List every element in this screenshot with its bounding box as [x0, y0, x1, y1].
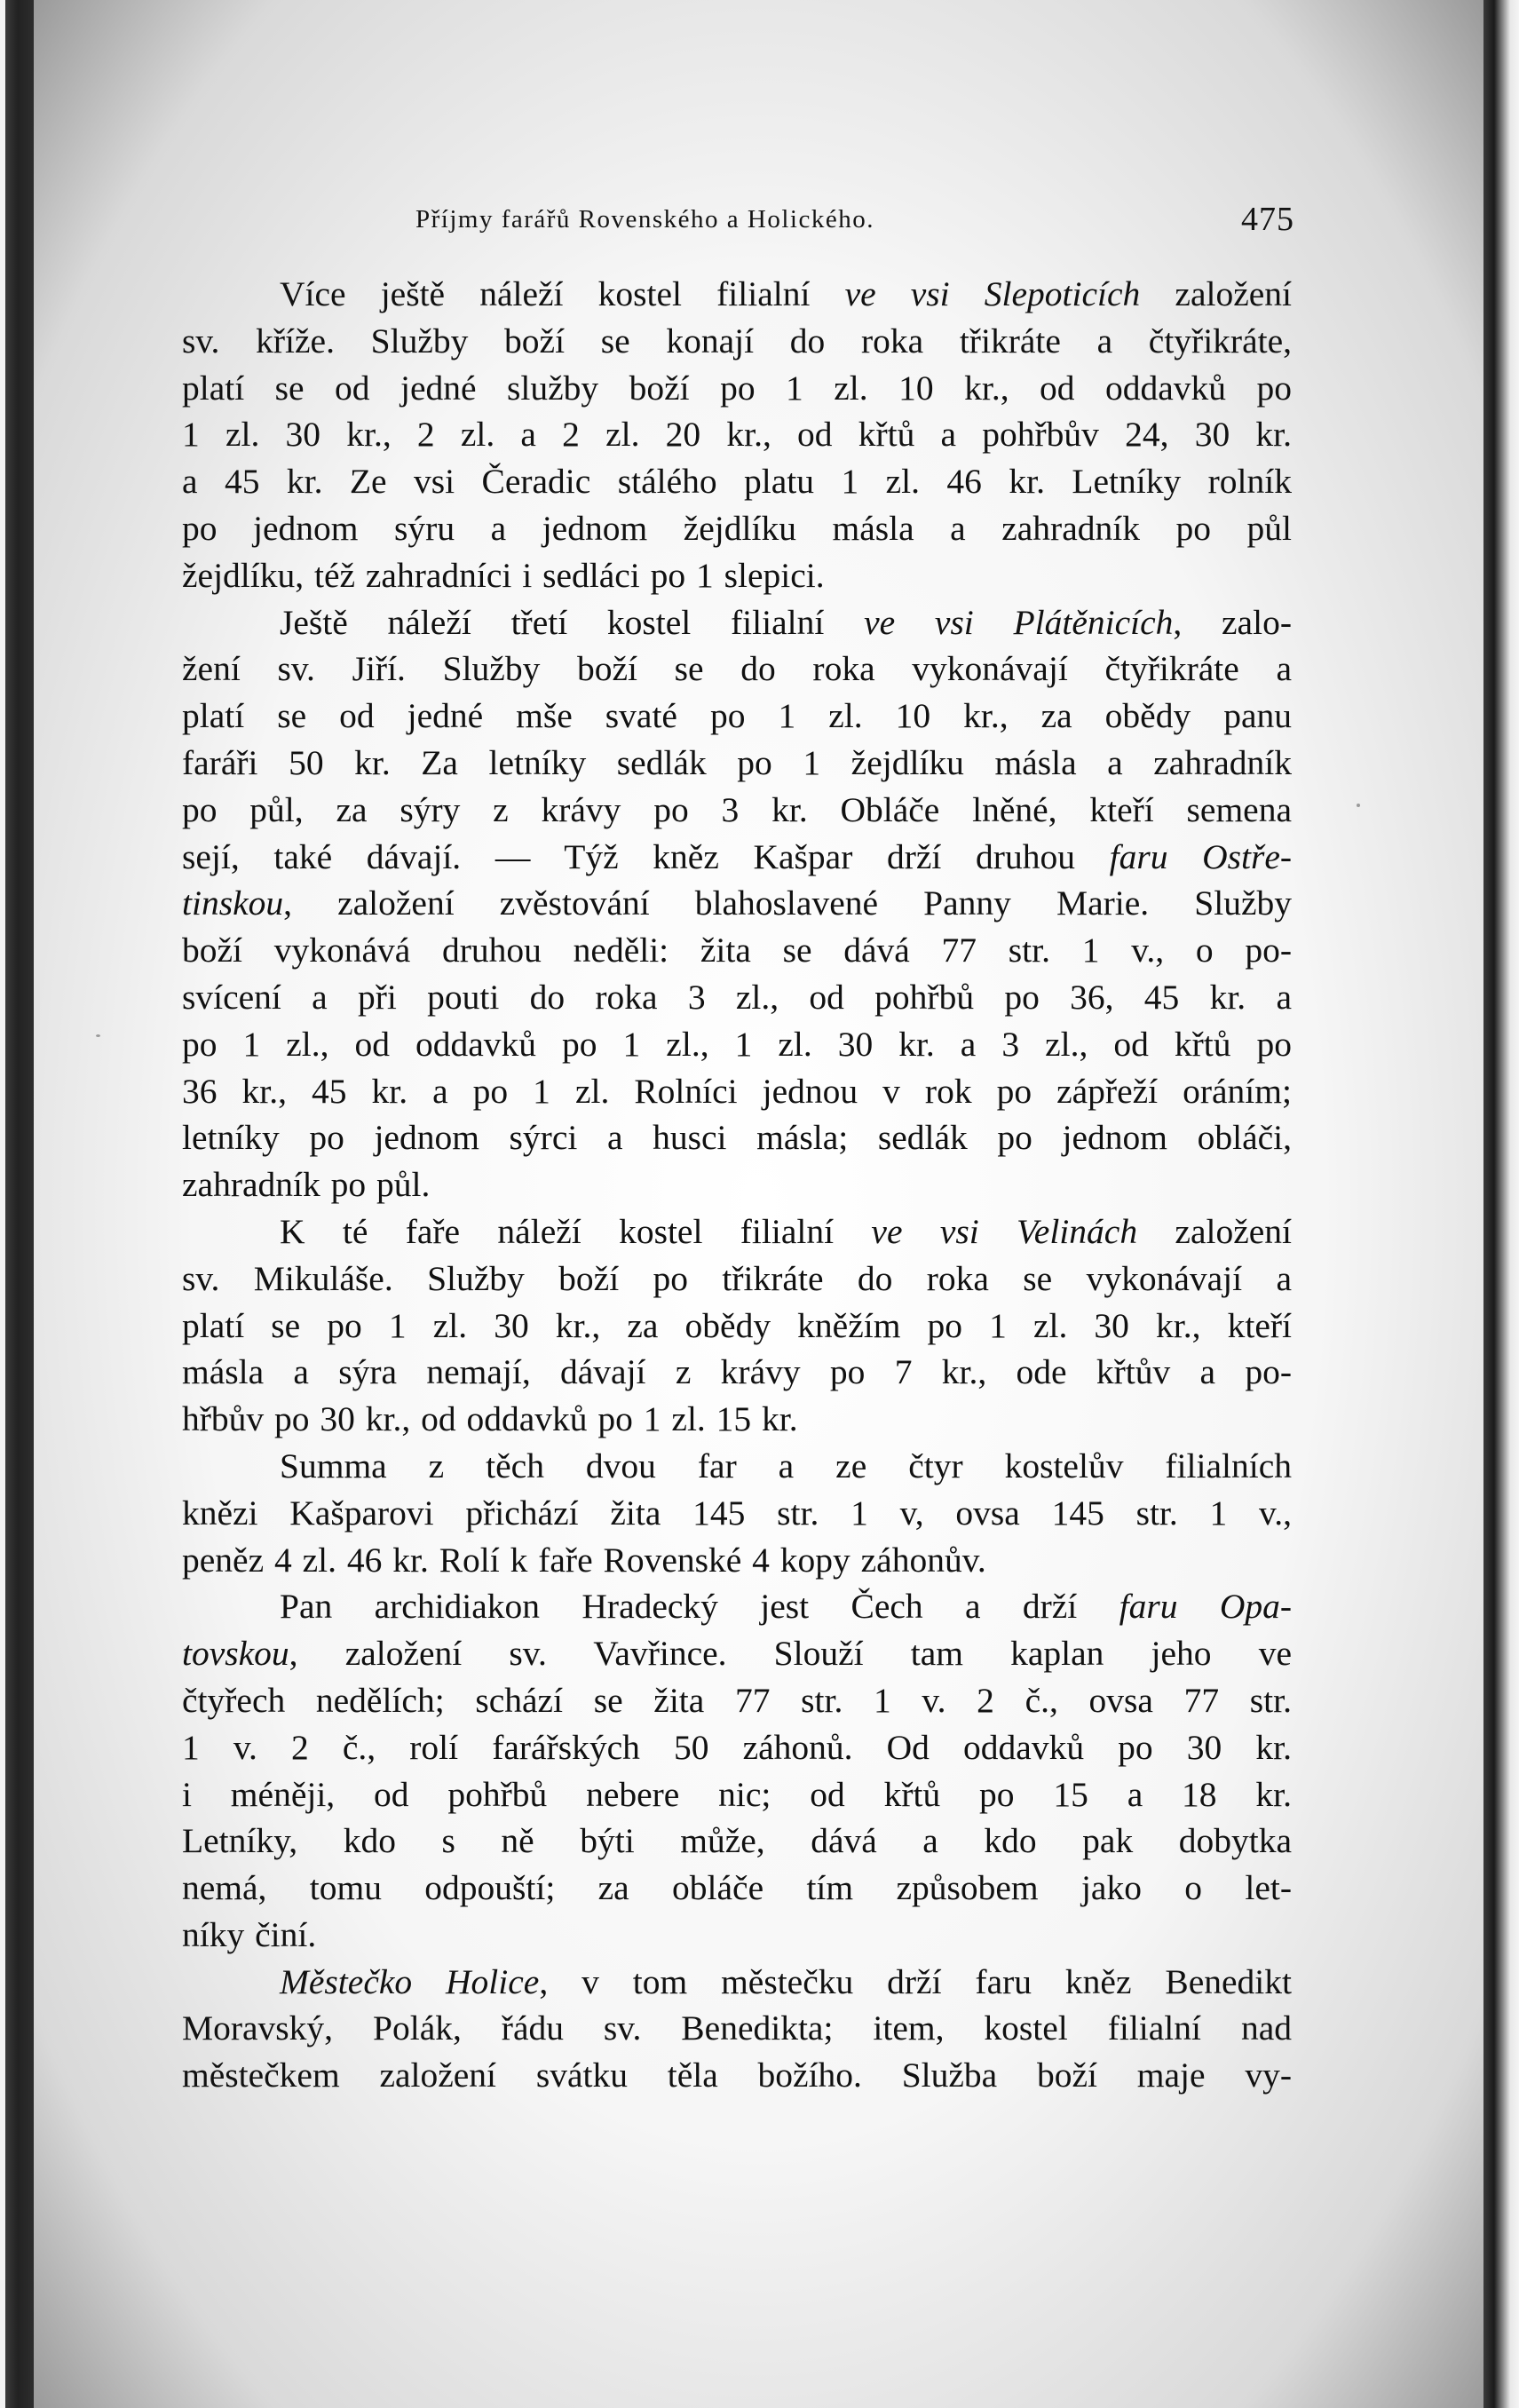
text-run: níky činí.: [182, 1914, 317, 1954]
text-line: [182, 505, 1292, 552]
book-page: [34, 0, 1483, 2408]
text-line: [182, 1349, 1292, 1396]
text-line: [182, 1490, 1292, 1537]
text-run: hřbův po 30 kr., od oddavků po 1 zl. 15 kr.: [182, 1399, 798, 1439]
text-line: [182, 1021, 1292, 1068]
text-line: [182, 458, 1292, 505]
text-run: , v tom městečku drží faru kněz Benedikt: [539, 1961, 1292, 2001]
text-run: Summa z těch dvou far a ze čtyr kostelův filialních: [280, 1446, 1292, 1485]
italic-text: ve vsi Plátěnicích: [864, 602, 1174, 642]
text-line: [182, 1724, 1292, 1771]
page-header: [415, 200, 1294, 241]
text-run: Moravský, Polák, řádu sv. Benedikta; item, kostel filialní nad: [182, 2008, 1292, 2048]
text-run: Více ještě náleží kostel filialní: [280, 274, 845, 313]
text-line: [182, 1630, 1292, 1677]
text-line: [182, 927, 1292, 974]
text-run: 36 kr., 45 kr. a po 1 zl. Rolníci jednou v rok po zápřeží oráním;: [182, 1071, 1292, 1111]
text-line: [182, 1255, 1292, 1303]
text-line: [182, 599, 1292, 646]
italic-text: ve vsi Velinách: [871, 1211, 1138, 1251]
text-line: [182, 1912, 1292, 1959]
page-speck: [96, 1034, 100, 1037]
text-line: [182, 740, 1292, 787]
text-line: [182, 646, 1292, 693]
text-run: 1 v. 2 č., rolí farářských 50 záhonů. Od oddavků po 30 kr.: [182, 1727, 1292, 1767]
text-line: [182, 271, 1292, 318]
text-run: sv. kříže. Služby boží se konají do roka třikráte a čtyřikráte,: [182, 321, 1292, 360]
text-run: platí se od jedné mše svaté po 1 zl. 10 kr., za obědy panu: [182, 696, 1292, 736]
text-line: [182, 1303, 1292, 1350]
text-run: Ještě náleží třetí kostel filialní: [280, 602, 865, 642]
text-run: žejdlíku, též zahradníci i sedláci po 1 slepici.: [182, 555, 825, 595]
text-line: [182, 1583, 1292, 1630]
text-run: knězi Kašparovi přichází žita 145 str. 1 v, ovsa 145 str. 1 v.,: [182, 1493, 1292, 1533]
text-line: [182, 1161, 1292, 1208]
text-run: másla a sýra nemají, dávají z krávy po 7 kr., ode křtův a po-: [182, 1352, 1292, 1392]
italic-text: ve vsi Slepoticích: [844, 274, 1141, 313]
italic-text: faru Ostře-: [1109, 836, 1292, 876]
text-line: [182, 1114, 1292, 1161]
scan-left-edge: [0, 0, 34, 2408]
text-run: svícení a při pouti do roka 3 zl., od pohřbů po 36, 45 kr. a: [182, 977, 1292, 1017]
text-line: [182, 1818, 1292, 1865]
page-number: 475: [1241, 201, 1294, 238]
text-line: [182, 1865, 1292, 1912]
text-run: po 1 zl., od oddavků po 1 zl., 1 zl. 30 kr. a 3 zl., od křtů po: [182, 1024, 1292, 1064]
page-speck: [1357, 804, 1360, 807]
text-run: čtyřech nedělích; schází se žita 77 str. 1 v. 2 č., ovsa 77 str.: [182, 1680, 1292, 1720]
italic-text: Městečko Holice: [280, 1961, 540, 2001]
text-line: [182, 693, 1292, 740]
text-line: [182, 1068, 1292, 1115]
text-run: sv. Mikuláše. Služby boží po třikráte do roka se vykonávají a: [182, 1258, 1292, 1298]
italic-text: tovskou: [182, 1634, 289, 1674]
text-run: 1 zl. 30 kr., 2 zl. a 2 zl. 20 kr., od křtů a pohřbův 24, 30 kr.: [182, 415, 1292, 455]
text-line: [182, 1537, 1292, 1584]
text-run: Pan archidiakon Hradecký jest Čech a drží: [280, 1587, 1119, 1627]
scan-right-edge: [1483, 0, 1519, 2408]
text-run: , založení sv. Vavřince. Slouží tam kaplan jeho ve: [289, 1634, 1292, 1674]
body-text: [182, 271, 1292, 2099]
text-line: [182, 1771, 1292, 1818]
text-line: [182, 1443, 1292, 1490]
text-run: založení: [1137, 1211, 1292, 1251]
text-line: [182, 365, 1292, 412]
text-run: městečkem založení svátku těla božího. Služba boží maje vy-: [182, 2056, 1292, 2095]
text-run: platí se po 1 zl. 30 kr., za obědy kněžím po 1 zl. 30 kr., kteří: [182, 1305, 1292, 1345]
text-line: [182, 318, 1292, 365]
text-line: [182, 1959, 1292, 2006]
text-line: [182, 1208, 1292, 1255]
text-run: zahradník po půl.: [182, 1165, 431, 1205]
text-run: a 45 kr. Ze vsi Čeradic stálého platu 1 zl. 46 kr. Letníky rolník: [182, 462, 1292, 502]
text-line: [182, 2005, 1292, 2052]
text-run: K té faře náleží kostel filialní: [280, 1211, 872, 1251]
text-line: [182, 787, 1292, 834]
text-run: sejí, také dávají. — Týž kněz Kašpar drží druhou: [182, 836, 1110, 876]
text-line: [182, 1677, 1292, 1724]
text-run: faráři 50 kr. Za letníky sedlák po 1 žejdlíku másla a zahradník: [182, 742, 1292, 782]
running-title: Příjmy farářů Rovenského a Holického.: [415, 205, 874, 234]
italic-text: tinskou: [182, 883, 284, 923]
text-run: žení sv. Jiří. Služby boží se do roka vykonávají čtyřikráte a: [182, 649, 1292, 689]
text-run: , založení zvěstování blahoslavené Panny Marie. Služby: [283, 883, 1292, 923]
text-line: [182, 974, 1292, 1021]
text-line: [182, 411, 1292, 458]
text-run: po jednom sýru a jednom žejdlíku másla a zahradník po půl: [182, 508, 1292, 548]
text-line: [182, 880, 1292, 927]
text-run: , zalo-: [1173, 602, 1292, 642]
text-run: platí se od jedné služby boží po 1 zl. 10 kr., od oddavků po: [182, 368, 1292, 408]
text-line: [182, 834, 1292, 881]
text-run: Letníky, kdo s ně býti může, dává a kdo pak dobytka: [182, 1821, 1292, 1861]
text-line: [182, 2052, 1292, 2099]
text-line: [182, 1396, 1292, 1443]
text-run: boží vykonává druhou neděli: žita se dává 77 str. 1 v., o po-: [182, 931, 1292, 970]
text-run: i méněji, od pohřbů nebere nic; od křtů po 15 a 18 kr.: [182, 1774, 1292, 1814]
text-run: založení: [1140, 274, 1292, 313]
text-run: nemá, tomu odpouští; za obláče tím způsobem jako o let-: [182, 1868, 1292, 1908]
text-run: peněz 4 zl. 46 kr. Rolí k faře Rovenské 4 kopy záhonův.: [182, 1540, 986, 1580]
italic-text: faru Opa-: [1119, 1587, 1292, 1627]
text-line: [182, 552, 1292, 599]
text-run: po půl, za sýry z krávy po 3 kr. Obláče lněné, kteří semena: [182, 789, 1292, 829]
text-run: letníky po jednom sýrci a husci másla; sedlák po jednom obláči,: [182, 1118, 1292, 1158]
